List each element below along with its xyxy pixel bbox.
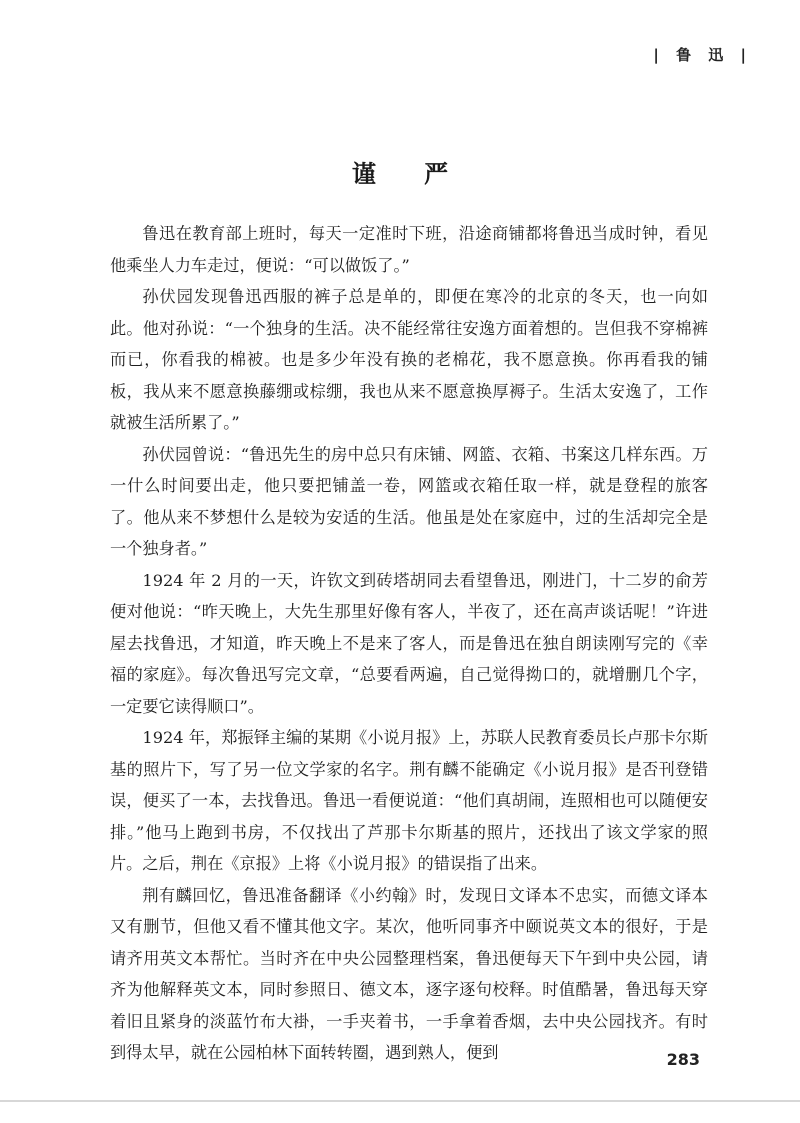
paragraph: 孙伏园发现鲁迅西服的裤子总是单的，即便在寒冷的北京的冬天，也一向如此。他对孙说：“一个独身的生活。决不能经常往安逸方面着想的。岂但我不穿棉裤而已，你看我的棉被。也是多少年没有换的老棉花，我不愿意换。你再看我的铺板，我从来不愿意换藤绷或棕绷，我也从来不愿意换厚褥子。生活太安逸了，工作就被生活所累了。” <box>110 287 708 432</box>
chapter-title: 谨 严 <box>351 159 469 188</box>
body-text <box>110 218 708 1069</box>
paragraph: 1924 年，郑振铎主编的某期《小说月报》上，苏联人民教育委员长卢那卡尔斯基的照片下，写了另一位文学家的名字。荆有麟不能确定《小说月报》是否刊登错误，便买了一本，去找鲁迅。鲁迅一看便说道：“他们真胡闹，连照相也可以随便安排。”他马上跑到书房，不仅找出了芦那卡尔斯基的照片，还找出了该文学家的照片。之后，荆在《京报》上将《小说月报》的错误指了出来。 <box>110 728 708 873</box>
page-number: 283 <box>666 1050 700 1069</box>
paragraph: 孙伏园曾说：“鲁迅先生的房中总只有床铺、网篮、衣箱、书案这几样东西。万一什么时间要出走，他只要把铺盖一卷，网篮或衣箱任取一样，就是登程的旅客了。他从来不梦想什么是较为安适的生活。他虽是处在家庭中，过的生活却完全是一个独身者。” <box>110 444 708 558</box>
scan-edge-line <box>0 1100 800 1102</box>
paragraph: 1924 年 2 月的一天，许钦文到砖塔胡同去看望鲁迅，刚进门，十二岁的俞芳便对他说：“昨天晚上，大先生那里好像有客人，半夜了，还在高声谈话呢！”许进屋去找鲁迅，才知道，昨天晚上不是来了客人，而是鲁迅在独自朗读刚写完的《幸福的家庭》。每次鲁迅写完文章，“总要看两遍，自己觉得拗口的，就增删几个字，一定要它读得顺口”。 <box>110 570 708 716</box>
paragraph: 鲁迅在教育部上班时，每天一定准时下班，沿途商铺都将鲁迅当成时钟，看见他乘坐人力车走过，便说：“可以做饭了。” <box>110 224 708 275</box>
paragraph: 荆有麟回忆，鲁迅准备翻译《小约翰》时，发现日文译本不忠实，而德文译本又有删节，但他又看不懂其他文字。某次，他听同事齐中颐说英文本的很好，于是请齐用英文本帮忙。当时齐在中央公园整理档案，鲁迅便每天下午到中央公园，请齐为他解释英文本，同时参照日、德文本，逐字逐句校释。时值酷暑，鲁迅每天穿着旧且紧身的淡蓝竹布大褂，一手夹着书，一手拿着香烟，去中央公园找齐。有时到得太早，就在公园柏林下面转转圈，遇到熟人，便到 <box>110 885 708 1062</box>
running-head: | 鲁 迅 | <box>653 46 752 64</box>
